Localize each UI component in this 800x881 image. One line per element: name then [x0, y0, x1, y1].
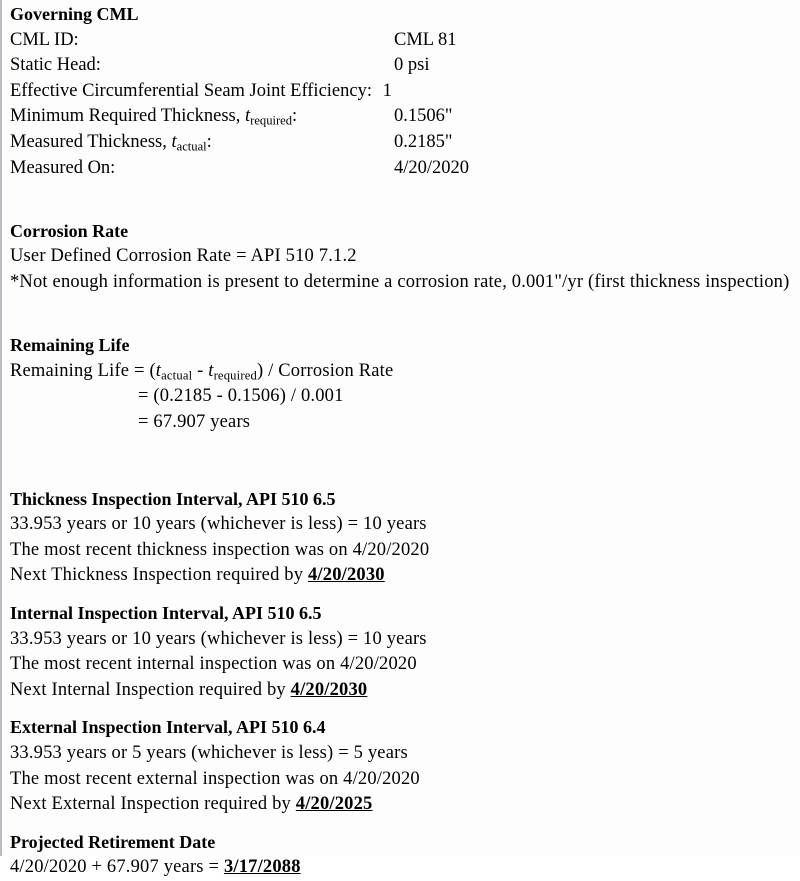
row-measured-on	[10, 156, 800, 182]
retirement-calc-prefix: 4/20/2020 + 67.907 years =	[10, 857, 224, 878]
section-gap-3	[10, 436, 800, 462]
label-min-required-thickness-prefix: Minimum Required Thickness,	[10, 106, 245, 127]
section-gap-2b	[10, 321, 800, 333]
label-min-required-thickness-suffix: :	[292, 106, 298, 127]
corrosion-rate-note: *Not enough information is present to determine a corrosion rate, 0.001"/yr (first thickness inspection)	[10, 271, 790, 292]
corrosion-rate-user-defined: User Defined Corrosion Rate = API 510 7.1.2	[10, 246, 357, 267]
symbol-t-required-letter: t	[245, 106, 251, 127]
section-gap-3b	[10, 461, 800, 487]
label-measured-thickness-prefix: Measured Thickness,	[10, 131, 172, 152]
label-min-required-thickness	[10, 104, 297, 130]
remaining-life-formula-prefix: Remaining Life = (	[10, 360, 156, 381]
symbol-t-required	[245, 106, 292, 126]
section-gap-4	[10, 589, 800, 601]
section-gap-2	[10, 296, 800, 322]
thickness-inspection-interval: 33.953 years or 10 years (whichever is less) = 10 years	[10, 514, 427, 535]
value-static-head: 0 psi	[394, 55, 430, 76]
label-cml-id: CML ID:	[10, 29, 79, 50]
external-inspection-most-recent: The most recent external inspection was on 4/20/2020	[10, 768, 420, 789]
symbol-t-required-formula-sub: required	[213, 368, 257, 383]
symbol-t-required-sub: required	[250, 113, 293, 128]
external-inspection-next	[10, 792, 800, 818]
row-cml-id	[10, 28, 800, 54]
section-heading-internal-inspection: Internal Inspection Interval, API 510 6.5	[10, 603, 322, 624]
thickness-inspection-next-date: 4/20/2030	[308, 565, 385, 586]
report-content	[2, 0, 800, 881]
value-min-required-thickness: 0.1506"	[394, 106, 453, 127]
symbol-t-actual-sub: actual	[176, 139, 207, 154]
symbol-t-actual-letter: t	[171, 131, 177, 152]
label-measured-thickness	[10, 130, 212, 156]
external-inspection-interval: 33.953 years or 5 years (whichever is less) = 5 years	[10, 743, 408, 764]
remaining-life-formula	[10, 359, 800, 385]
internal-inspection-interval: 33.953 years or 10 years (whichever is less) = 10 years	[10, 628, 427, 649]
internal-inspection-next-prefix: Next Internal Inspection required by	[10, 679, 291, 700]
section-gap-1	[10, 181, 800, 207]
external-inspection-next-prefix: Next External Inspection required by	[10, 794, 296, 815]
thickness-inspection-next-prefix: Next Thickness Inspection required by	[10, 565, 308, 586]
symbol-t-required-formula	[208, 361, 257, 381]
symbol-t-required-formula-letter: t	[208, 360, 214, 381]
value-joint-efficiency: 1	[382, 80, 392, 101]
governing-cml-rows	[10, 28, 800, 182]
internal-inspection-next	[10, 678, 800, 704]
row-joint-efficiency	[10, 79, 800, 105]
remaining-life-line-2: = (0.2185 - 0.1506) / 0.001	[138, 386, 344, 407]
section-gap-6	[10, 818, 800, 830]
thickness-inspection-most-recent: The most recent thickness inspection was on 4/20/2020	[10, 539, 430, 560]
value-cml-id: CML 81	[394, 29, 457, 50]
internal-inspection-most-recent: The most recent internal inspection was on 4/20/2020	[10, 654, 417, 675]
symbol-t-actual-formula-sub: actual	[161, 368, 193, 383]
symbol-t-actual	[172, 132, 207, 152]
symbol-t-actual-formula	[156, 361, 192, 381]
value-measured-on: 4/20/2020	[394, 157, 470, 178]
remaining-life-line-3: = 67.907 years	[138, 411, 251, 432]
section-heading-governing-cml: Governing CML	[10, 4, 139, 24]
section-heading-corrosion-rate: Corrosion Rate	[10, 220, 129, 241]
row-min-required-thickness	[10, 104, 800, 130]
label-joint-efficiency: Effective Circumferential Seam Joint Efficiency:	[10, 80, 372, 101]
remaining-life-formula-suffix: ) / Corrosion Rate	[256, 360, 394, 381]
section-heading-retirement: Projected Retirement Date	[10, 831, 216, 852]
retirement-date: 3/17/2088	[223, 857, 301, 878]
label-static-head: Static Head:	[10, 55, 101, 76]
section-heading-thickness-inspection: Thickness Inspection Interval, API 510 6.5	[10, 488, 336, 509]
label-measured-on: Measured On:	[10, 157, 116, 178]
symbol-t-actual-formula-letter: t	[155, 360, 162, 381]
label-measured-thickness-suffix: :	[206, 131, 212, 152]
retirement-calculation	[10, 855, 800, 881]
section-heading-external-inspection: External Inspection Interval, API 510 6.4	[10, 717, 326, 738]
row-static-head	[10, 53, 800, 79]
internal-inspection-next-date: 4/20/2030	[290, 679, 368, 700]
row-measured-thickness	[10, 130, 800, 156]
thickness-inspection-next	[10, 563, 800, 589]
section-heading-remaining-life: Remaining Life	[10, 335, 130, 356]
value-measured-thickness: 0.2185"	[394, 131, 453, 152]
section-gap-5	[10, 703, 800, 715]
section-gap-1b	[10, 207, 800, 219]
remaining-life-formula-mid: -	[192, 360, 209, 381]
external-inspection-next-date: 4/20/2025	[295, 794, 373, 815]
